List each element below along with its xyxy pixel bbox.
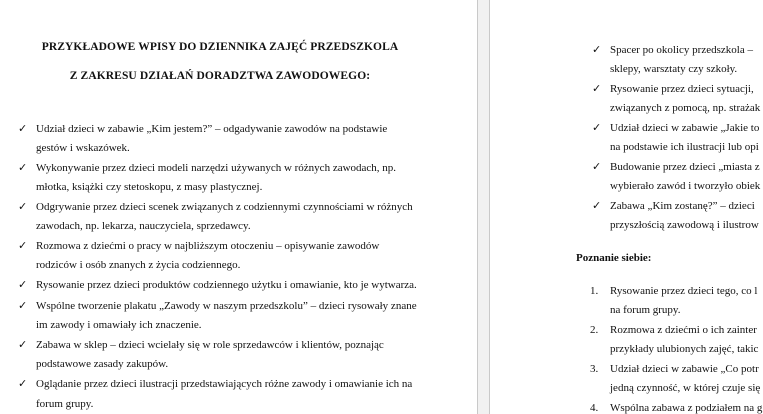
list-item-line: Rysowanie przez dzieci sytuacji, [610,83,754,95]
list-item-line: zawodach, np. lekarza, nauczyciela, sprzedawcy. [36,220,251,232]
list-item-line: Odgrywanie przez dzieci scenek związanych z codziennymi czynnościami w różnych [36,201,413,213]
list-item-line: wybierało zawód i tworzyło obiek [610,180,761,192]
list-item-line: Spacer po okolicy przedszkola – [610,44,753,56]
list-item-line: Wykonywanie przez dzieci modeli narzędzi używanych w różnych zawodach, np. [36,162,397,174]
list-item-line: Zabawa „Kim zostanę?” – dzieci [610,200,755,212]
section-heading: Poznanie siebie: [576,252,652,264]
list-item-line: podstawowe zasady zakupów. [36,358,169,370]
list-number: 3. [590,363,599,375]
list-item-line: Udział dzieci w zabawie „Co potr [610,363,759,375]
list-item-line: Budowanie przez dzieci „miasta z [610,161,760,173]
document-page-right [490,0,763,414]
list-item-line: Rozmowa z dziećmi o pracy w najbliższym otoczeniu – opisywanie zawodów [36,240,380,252]
list-item-line: Wspólna zabawa z podziałem na g [610,402,763,414]
list-item-line: Udział dzieci w zabawie „Jakie to [610,122,760,134]
list-item-line: forum grupy. [36,398,94,410]
list-item-line: im zawody i omawiały ich znaczenie. [36,319,202,331]
page-gutter [477,0,490,414]
list-number: 1. [590,285,599,297]
list-item-line: Zabawa w sklep – dzieci wcielały się w role sprzedawców i klientów, poznając [36,339,384,351]
checkmark-icon: ✓ [18,300,28,312]
checkmark-icon: ✓ [592,44,602,56]
checkmark-icon: ✓ [18,201,28,213]
list-item-line: przykłady ulubionych zajęć, takic [610,343,759,355]
list-item-line: sklepy, warsztaty czy szkoły. [610,63,738,75]
list-item-line: Wspólne tworzenie plakatu „Zawody w naszym przedszkolu” – dzieci rysowały znane [36,300,417,312]
checkmark-icon: ✓ [592,83,602,95]
checkmark-icon: ✓ [18,339,28,351]
checkmark-icon: ✓ [18,240,28,252]
checkmark-icon: ✓ [18,279,28,291]
list-item-line: na forum grupy. [610,304,681,316]
checkmark-icon: ✓ [18,378,28,390]
list-item-line: młotka, książki czy stetoskopu, z masy plastycznej. [36,181,263,193]
checkmark-icon: ✓ [592,122,602,134]
list-item-line: związanych z pomocą, np. strażak [610,102,761,114]
checkmark-icon: ✓ [592,200,602,212]
list-item-line: na podstawie ich ilustracji lub opi [610,141,759,153]
list-item-line: przyszłością zawodową i ilustrow [610,219,759,231]
list-item-line: jedną czynność, w której czuje się [610,382,761,394]
list-item-line: Oglądanie przez dzieci ilustracji przedstawiających różne zawody i omawianie ich na [36,378,413,390]
list-number: 2. [590,324,599,336]
checkmark-icon: ✓ [18,123,28,135]
list-item-line: rodziców i osób znanych z życia codziennego. [36,259,241,271]
list-item-line: Rysowanie przez dzieci produktów codziennego użytku i omawianie, kto je wytwarza. [36,279,417,291]
document-title-line-1: PRZYKŁADOWE WPISY DO DZIENNIKA ZAJĘĆ PRZEDSZKOLA [41,41,399,53]
list-item-line: Rozmowa z dziećmi o ich zainter [610,324,757,336]
list-item-line: gestów i wskazówek. [36,142,130,154]
checkmark-icon: ✓ [18,162,28,174]
list-item-line: Rysowanie przez dzieci tego, co l [610,285,758,297]
checkmark-icon: ✓ [592,161,602,173]
list-number: 4. [590,402,599,414]
list-item-line: Udział dzieci w zabawie „Kim jestem?” – odgadywanie zawodów na podstawie [36,123,388,135]
document-title-line-2: Z ZAKRESU DZIAŁAŃ DORADZTWA ZAWODOWEGO: [69,70,371,82]
